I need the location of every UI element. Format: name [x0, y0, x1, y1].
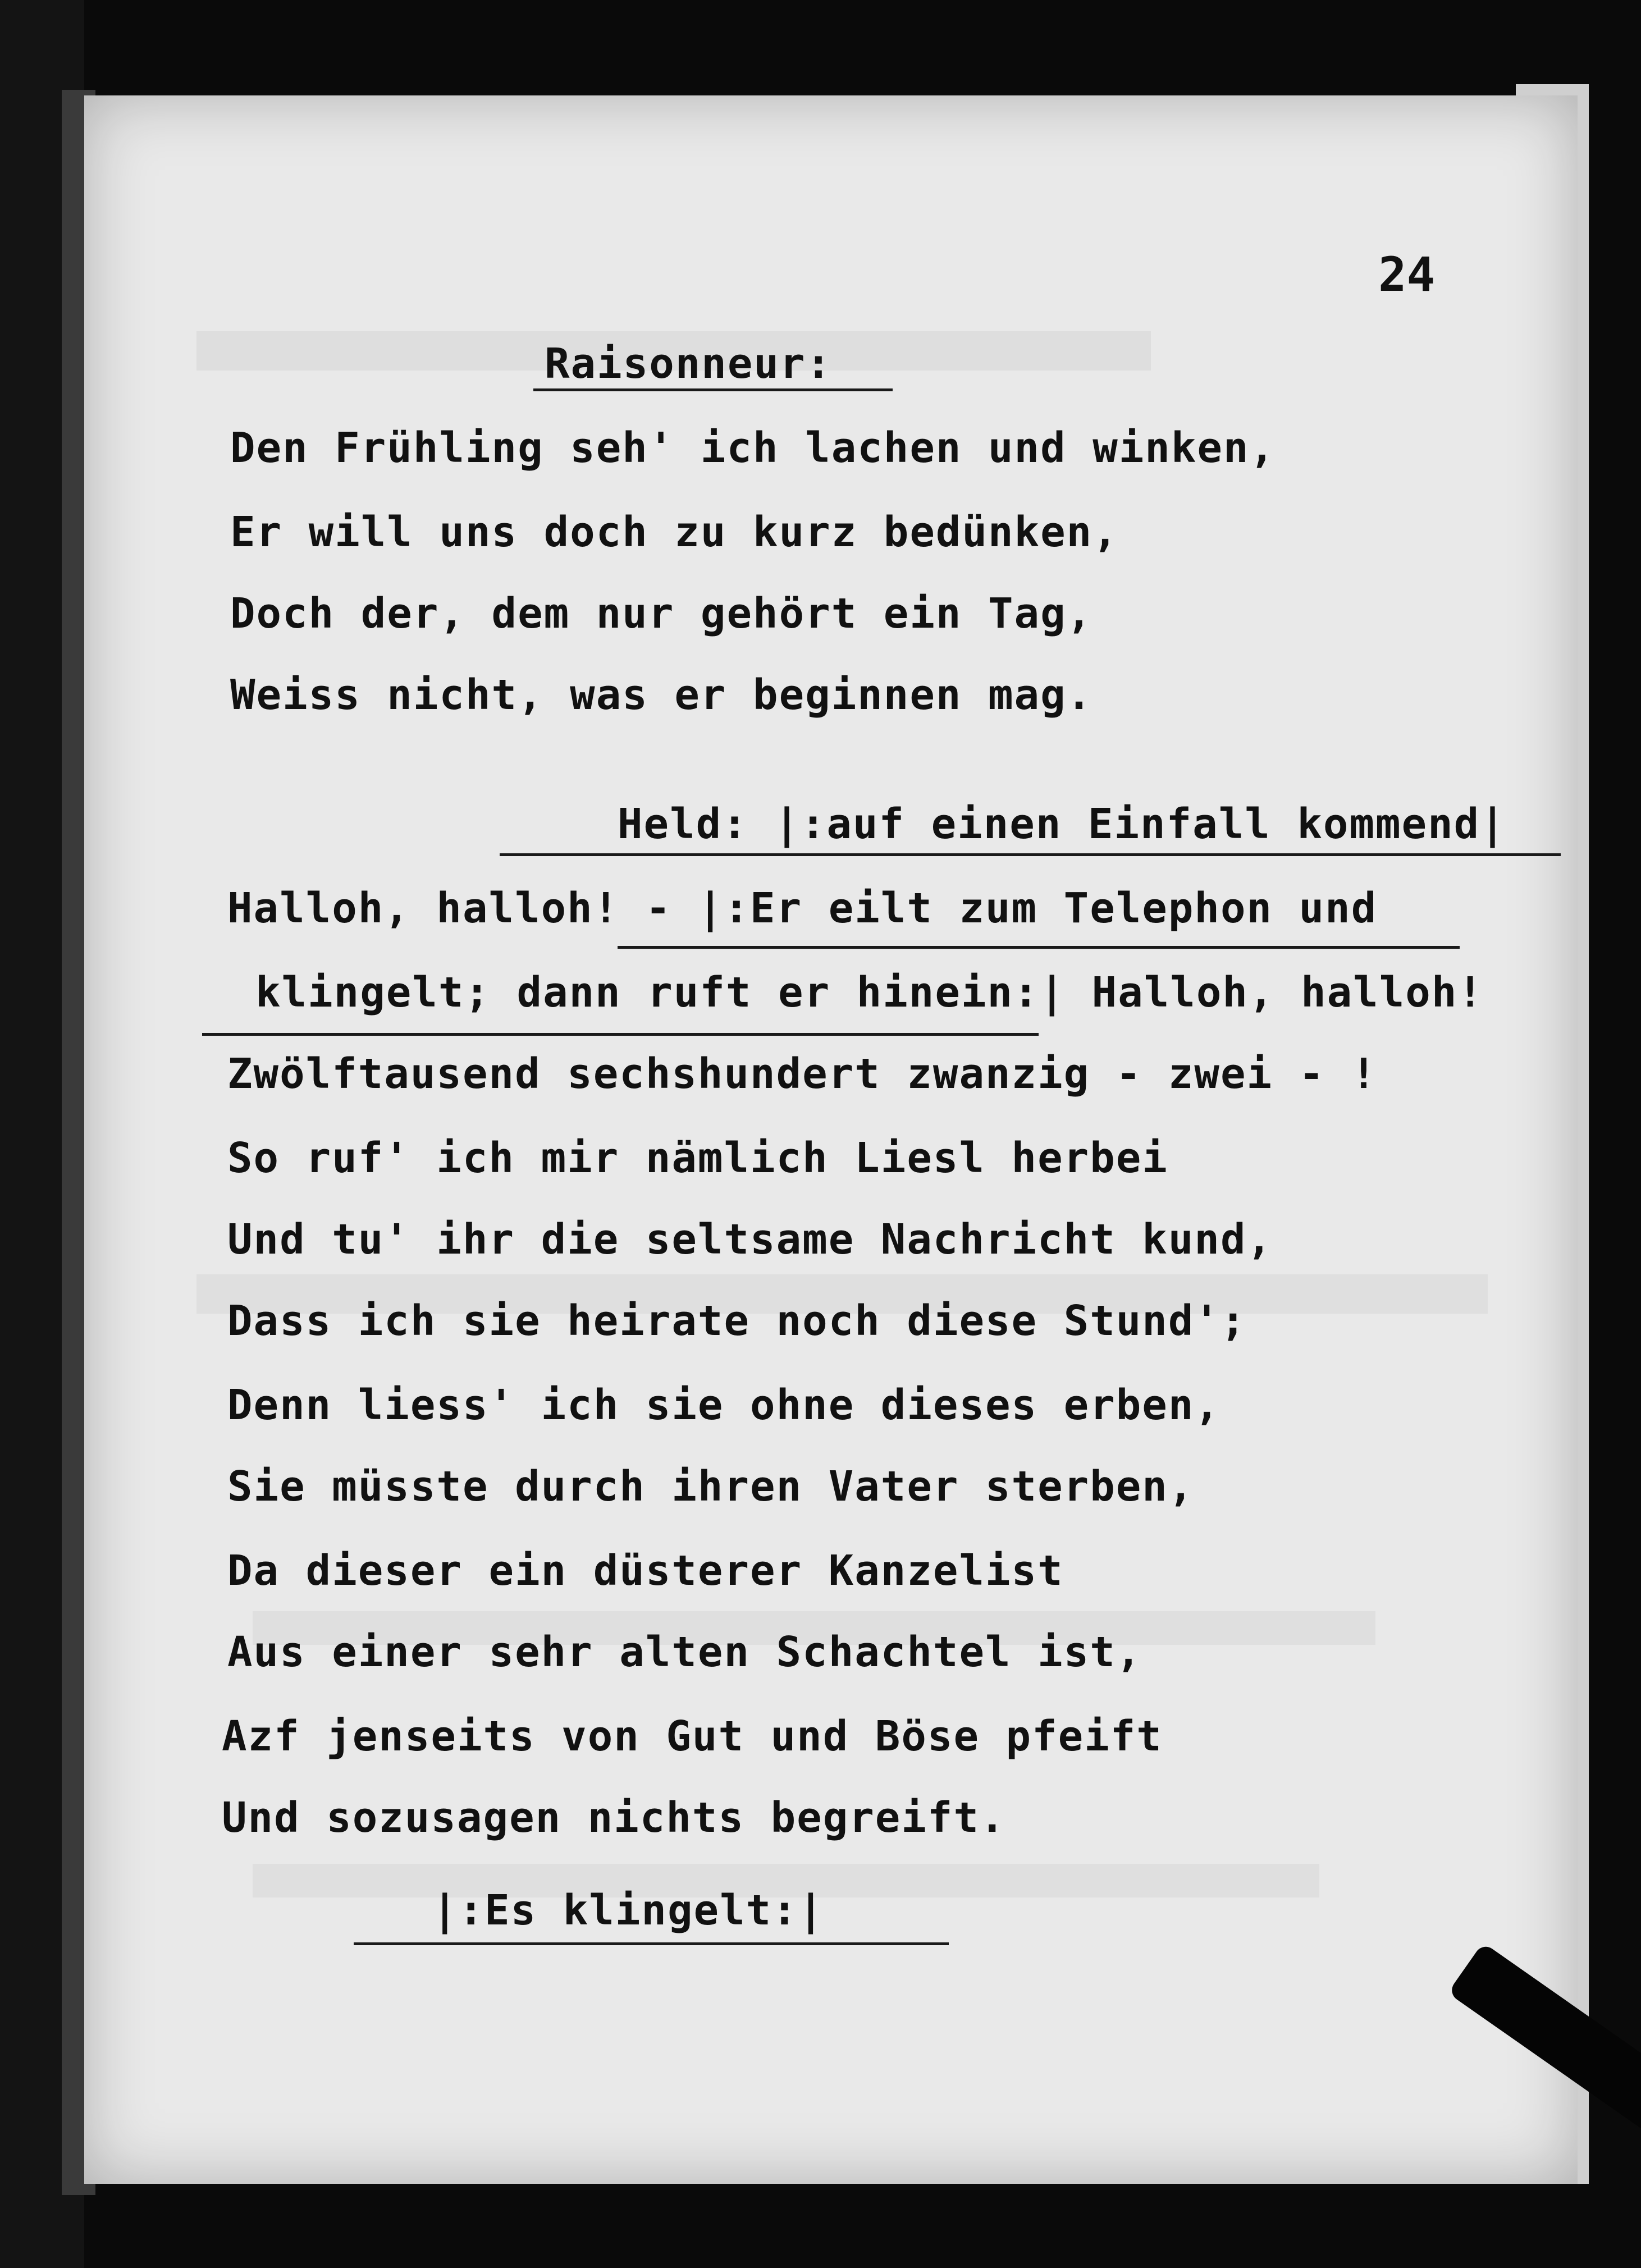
verse-line: Und sozusagen nichts begreift. — [222, 1794, 1006, 1842]
stage-underline — [500, 853, 1561, 856]
stage-direction: klingelt; dann ruft er hinein:| Halloh, halloh! — [255, 968, 1484, 1017]
verse-line: Weiss nicht, was er beginnen mag. — [230, 671, 1093, 719]
verse-line: Er will uns doch zu kurz bedünken, — [230, 508, 1119, 556]
page-number: 24 — [1378, 247, 1436, 302]
stage-underline — [354, 1942, 949, 1945]
speaker-heading: Raisonneur: — [545, 340, 833, 388]
verse-line: Den Frühling seh' ich lachen und winken, — [230, 424, 1276, 472]
verse-line: Denn liess' ich sie ohne dieses erben, — [227, 1381, 1221, 1429]
stage-direction: |:Es klingelt:| — [432, 1886, 825, 1935]
verse-line: Und tu' ihr die seltsame Nachricht kund, — [227, 1215, 1273, 1264]
verse-line: Sie müsste durch ihren Vater sterben, — [227, 1462, 1195, 1511]
verse-line: Zwölftausend sechshundert zwanzig - zwei - ! — [227, 1050, 1378, 1098]
stage-direction: Held: |:auf einen Einfall kommend| — [618, 800, 1506, 848]
stage-underline — [202, 1033, 1039, 1036]
verse-line: Azf jenseits von Gut und Böse pfeift — [222, 1712, 1163, 1761]
verse-line: Dass ich sie heirate noch diese Stund'; — [227, 1297, 1247, 1345]
verse-line: Da dieser ein düsterer Kanzelist — [227, 1547, 1064, 1595]
stage-direction: Halloh, halloh! - |:Er eilt zum Telephon und — [227, 884, 1378, 932]
verse-line: Doch der, dem nur gehört ein Tag, — [230, 589, 1093, 638]
heading-underline — [533, 388, 893, 391]
verse-line: Aus einer sehr alten Schachtel ist, — [227, 1628, 1142, 1676]
verse-line: So ruf' ich mir nämlich Liesl herbei — [227, 1134, 1168, 1182]
stage-underline — [618, 946, 1460, 949]
